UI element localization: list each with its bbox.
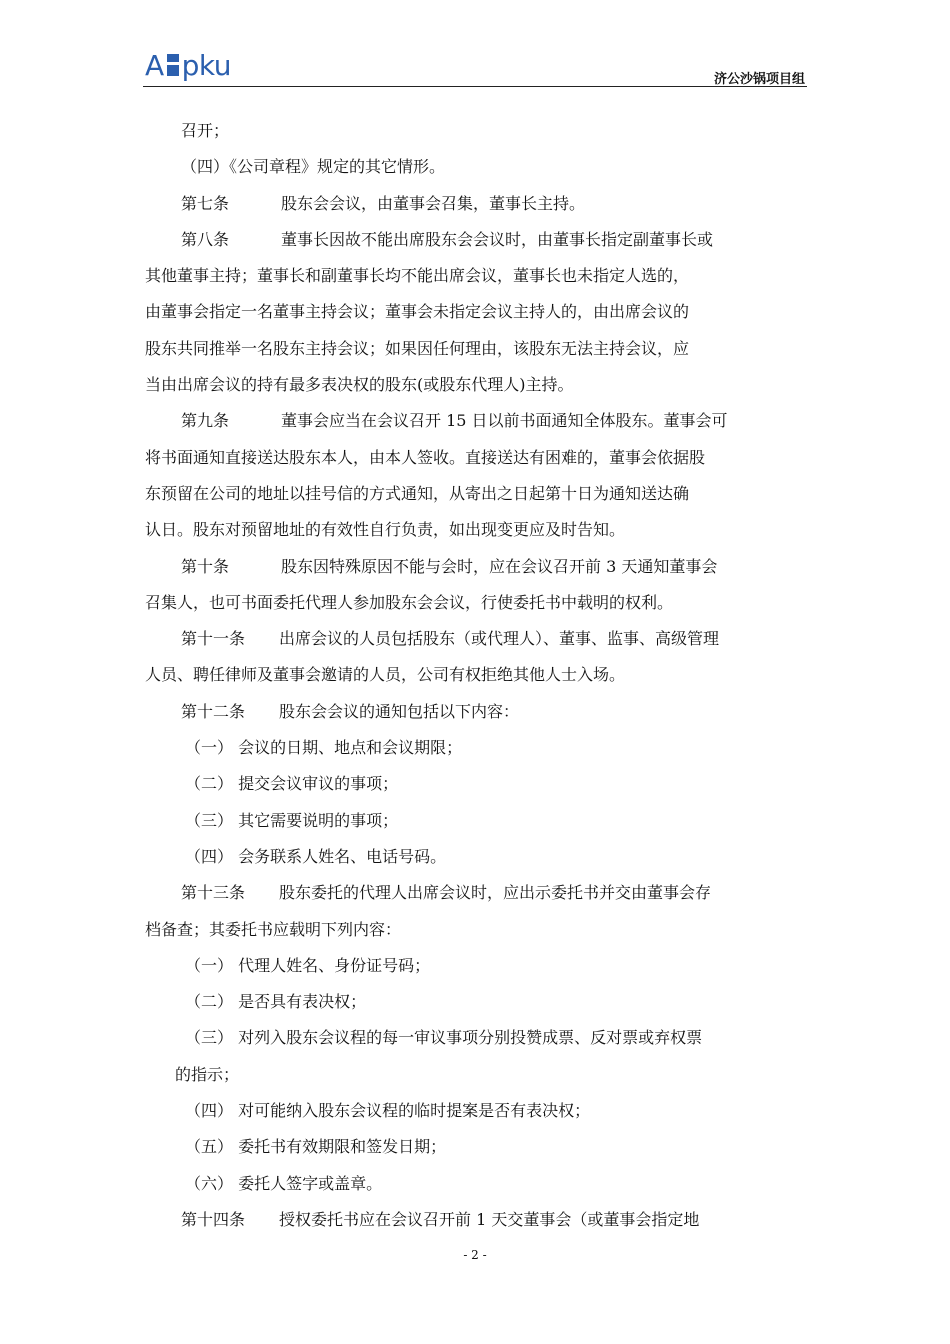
article-number: 第十二条 — [181, 701, 246, 721]
text-line: 当由出席会议的持有最多表决权的股东(或股东代理人)主持。 — [145, 375, 574, 395]
article-14 — [145, 1202, 807, 1238]
article-text: 股东委托的代理人出席会议时，应出示委托书并交由董事会存 — [279, 883, 712, 903]
article-number: 第十一条 — [181, 629, 246, 649]
article-8 — [145, 222, 807, 258]
list-item: （三） 对列入股东会议程的每一审议事项分别投赞成票、反对票或弃权票 — [185, 1028, 703, 1048]
list-item: （一） 代理人姓名、身份证号码； — [185, 955, 431, 975]
article-text: 股东会会议的通知包括以下内容： — [279, 701, 520, 721]
text-line: 由董事会指定一名董事主持会议；董事会未指定会议主持人的，由出席会议的 — [145, 302, 690, 322]
list-item: （三） 其它需要说明的事项； — [185, 810, 399, 830]
logo-text: A pku — [145, 49, 232, 82]
list-item: （六） 委托人签字或盖章。 — [185, 1173, 383, 1193]
list-item-continuation: 的指示； — [175, 1064, 240, 1084]
list-item: （五） 委托书有效期限和签发日期； — [185, 1137, 447, 1157]
article-text: 董事长因故不能出席股东会会议时，由董事长指定副董事长或 — [281, 229, 714, 249]
list-item: （四） 对可能纳入股东会议程的临时提案是否有表决权； — [185, 1101, 591, 1121]
list-item: （二） 是否具有表决权； — [185, 992, 367, 1012]
text-line: 召开； — [181, 121, 230, 140]
article-text: 股东会会议，由董事会召集，董事长主持。 — [281, 193, 586, 213]
article-number: 第十四条 — [181, 1209, 246, 1229]
text-line: 将书面通知直接送达股东本人，由本人签收。直接送达有困难的，董事会依据股 — [145, 447, 706, 467]
article-12 — [145, 694, 807, 730]
article-10 — [145, 549, 807, 585]
text-line: 东预留在公司的地址以挂号信的方式通知，从寄出之日起第十日为通知送达确 — [145, 483, 690, 503]
text-line: 其他董事主持；董事长和副董事长均不能出席会议，董事长也未指定人选的， — [145, 266, 690, 286]
article-number: 第九条 — [181, 411, 230, 431]
article-text: 出席会议的人员包括股东（或代理人）、董事、监事、高级管理 — [279, 629, 720, 649]
list-item: （一） 会议的日期、地点和会议期限； — [185, 738, 463, 758]
text-line: （四）《公司章程》规定的其它情形。 — [181, 157, 446, 177]
article-7 — [145, 186, 807, 222]
text-line: 认日。股东对预留地址的有效性自行负责，如出现变更应及时告知。 — [145, 520, 626, 540]
logo-bar-icon — [167, 54, 179, 76]
article-number: 第八条 — [181, 229, 230, 249]
article-9 — [145, 403, 807, 439]
page-number: - 2 - — [463, 1248, 487, 1262]
document-body — [145, 113, 807, 1238]
list-item: （二） 提交会议审议的事项； — [185, 774, 399, 794]
text-line: 人员、聘任律师及董事会邀请的人员，公司有权拒绝其他人士入场。 — [145, 665, 626, 685]
text-line: 档备查；其委托书应载明下列内容： — [145, 919, 402, 939]
article-number: 第十条 — [181, 556, 230, 576]
article-13 — [145, 875, 807, 911]
article-text: 董事会应当在会议召开 15 日以前书面通知全体股东。董事会可 — [281, 411, 728, 431]
article-text: 授权委托书应在会议召开前 1 天交董事会（或董事会指定地 — [279, 1209, 700, 1229]
list-item: （四） 会务联系人姓名、电话号码。 — [185, 846, 447, 866]
text-line: 召集人，也可书面委托代理人参加股东会会议，行使委托书中载明的权利。 — [145, 592, 674, 612]
header-rule — [143, 86, 807, 87]
article-number: 第十三条 — [181, 883, 246, 903]
article-11 — [145, 621, 807, 657]
project-group-label: 济公沙锅项目组 — [713, 72, 805, 87]
company-logo — [145, 50, 231, 82]
article-text: 股东因特殊原因不能与会时，应在会议召开前 3 天通知董事会 — [281, 556, 718, 576]
article-number: 第七条 — [181, 193, 230, 213]
text-line: 股东共同推举一名股东主持会议；如果因任何理由，该股东无法主持会议，应 — [145, 338, 690, 358]
